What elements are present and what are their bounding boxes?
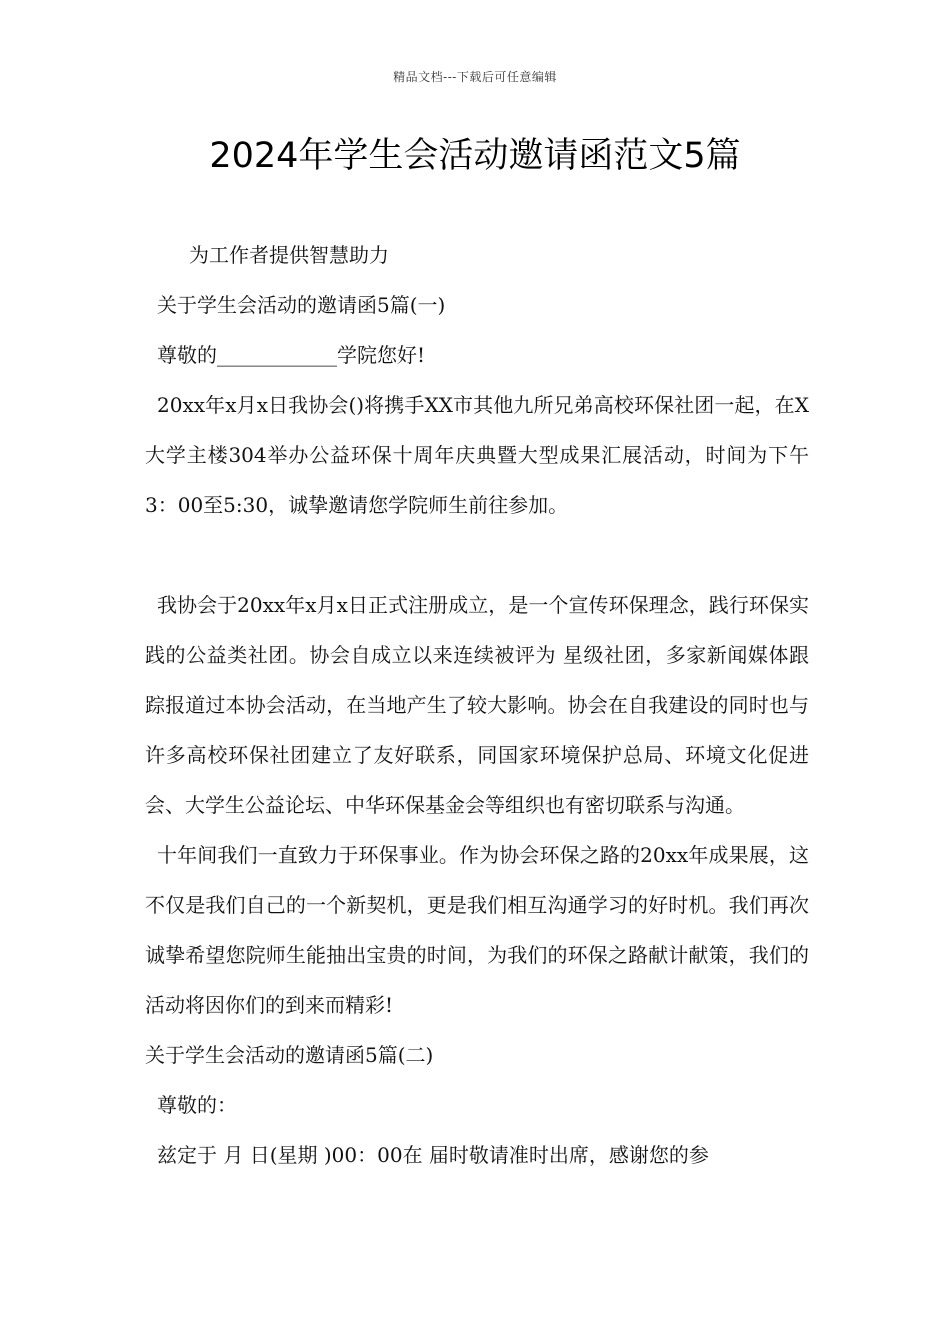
salutation: 尊敬的： xyxy=(157,1093,237,1117)
document-subtitle: 为工作者提供智慧助力 xyxy=(189,243,389,267)
header-note: 精品文档---下载后可任意编辑 xyxy=(393,70,557,84)
section-heading: 关于学生会活动的邀请函5篇(二) xyxy=(145,1043,434,1067)
document-body xyxy=(145,230,809,1180)
section-heading: 关于学生会活动的邀请函5篇(一) xyxy=(157,293,446,317)
salutation: 尊敬的____________学院您好! xyxy=(157,343,426,367)
paragraph: 十年间我们一直致力于环保事业。作为协会环保之路的20xx年成果展，这不仅是我们自己的一个新契机，更是我们相互沟通学习的好时机。我们再次诚挚希望您院师生能抽出宝贵的时间，为我们的环保之路献计献策，我们的活动将因你们的到来而精彩! xyxy=(145,843,809,1017)
document-title: 2024年学生会活动邀请函范文5篇 xyxy=(209,136,741,176)
paragraph-gap xyxy=(145,530,809,580)
paragraph: 兹定于 月 日(星期 )00：00在 届时敬请准时出席，感谢您的参 xyxy=(157,1143,709,1167)
paragraph: 20xx年x月x日我协会()将携手XX市其他九所兄弟高校环保社团一起，在X大学主楼304举办公益环保十周年庆典暨大型成果汇展活动，时间为下午3：00至5:30，诚挚邀请您学院师生前往参加。 xyxy=(145,393,809,517)
paragraph: 我协会于20xx年x月x日正式注册成立，是一个宣传环保理念，践行环保实践的公益类社团。协会自成立以来连续被评为 星级社团，多家新闻媒体跟踪报道过本协会活动，在当地产生了较大影响。协会在自我建设的同时也与许多高校环保社团建立了友好联系，同国家环境保护总局、环境文化促进会、大学生公益论坛、中华环保基金会等组织也有密切联系与沟通。 xyxy=(145,593,809,817)
